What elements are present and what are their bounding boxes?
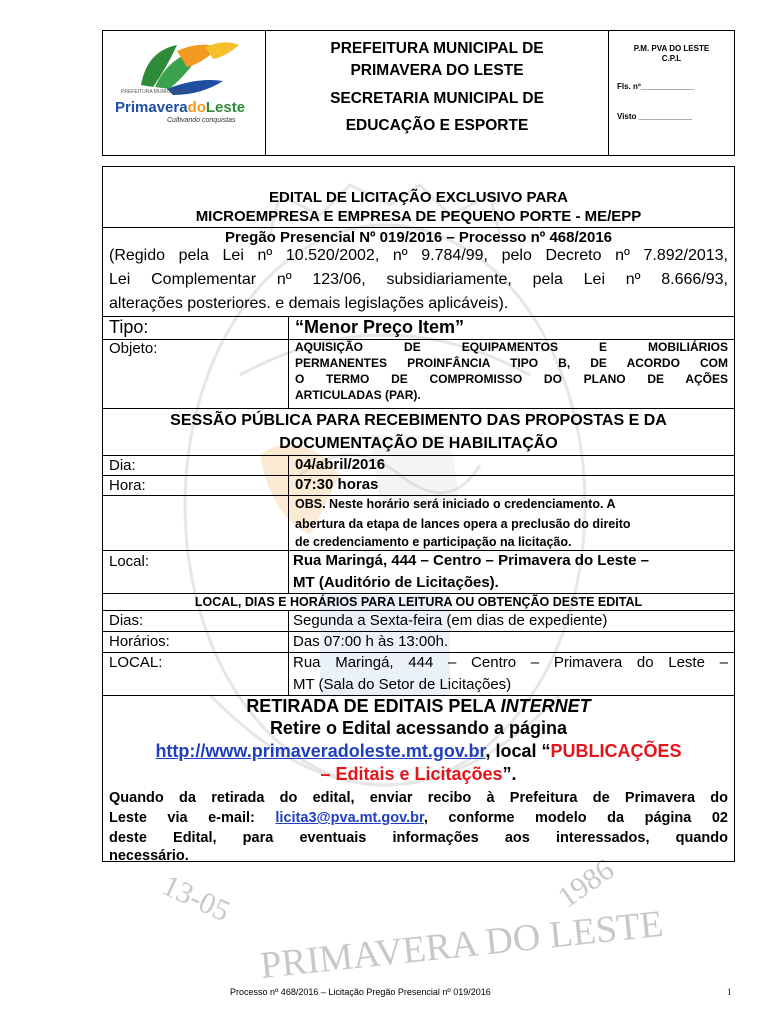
site-line — [103, 741, 734, 762]
column-divider — [288, 316, 289, 408]
page-number: 1 — [727, 987, 732, 997]
retirada-title-internet: INTERNET — [500, 696, 591, 716]
obs-line: de credenciamento e participação na licitação. — [295, 535, 572, 549]
objeto-line: O TERMO DE COMPROMISSO DO PLANO DE AÇÕES — [295, 372, 728, 386]
header-title-line1: PREFEITURA MUNICIPAL DE — [330, 40, 544, 57]
logo-top-text: PREFEITURA MUNICIPAL DE — [121, 89, 189, 95]
watermark-date-right: 1986 — [551, 852, 621, 915]
publicacoes-text: PUBLICAÇÕES — [550, 741, 682, 761]
recibo-line: deste Edital, para eventuais informações aos interessados, quando — [109, 830, 728, 846]
hora-label: Hora: — [109, 477, 146, 494]
obs-line: OBS. Neste horário será iniciado o credenciamento. A — [295, 497, 616, 511]
logo-word-do: do — [187, 99, 206, 116]
footer-text: Processo nº 468/2016 – Licitação Pregão Presencial nº 019/2016 — [230, 987, 491, 997]
recibo-prefix: Leste via e-mail: — [109, 810, 276, 826]
local2-line: MT (Sala do Setor de Licitações) — [293, 676, 512, 693]
logo-word-leste: Leste — [205, 99, 246, 116]
objeto-line: ARTICULADAS (PAR). — [295, 388, 421, 402]
fls-field: Fls. nº____________ — [617, 82, 695, 91]
watermark-date-left: 13-05 — [157, 868, 235, 929]
editais-close: ”. — [502, 764, 517, 784]
logo-leaf-icon — [107, 37, 261, 97]
dia-value: 04/abril/2016 — [295, 456, 386, 473]
header-subtitle-line2: EDUCAÇÃO E ESPORTE — [345, 117, 529, 134]
local-line: MT (Auditório de Licitações). — [293, 574, 499, 591]
local2-line: Rua Maringá, 444 – Centro – Primavera do Leste – — [293, 654, 728, 671]
editais-line — [103, 764, 734, 785]
dias-label: Dias: — [109, 612, 144, 629]
recibo-suffix: , conforme modelo da página 02 — [423, 810, 728, 826]
email-link[interactable]: licita3@pva.mt.gov.br — [275, 810, 424, 826]
recibo-line — [109, 810, 728, 826]
visto-field: Visto ____________ — [617, 112, 693, 121]
divider — [103, 631, 734, 632]
objeto-line: AQUISIÇÃO DE EQUIPAMENTOS E MOBILIÁRIOS — [295, 340, 728, 354]
pregao-line: Pregão Presencial Nº 019/2016 – Processo nº 468/2016 — [224, 229, 613, 246]
tipo-label: Tipo: — [109, 317, 149, 337]
horarios-value: Das 07:00 h às 13:00h. — [293, 633, 449, 650]
divider — [103, 408, 734, 409]
divider — [103, 652, 734, 653]
watermark-text: PRIMAVERA DO LESTE — [258, 902, 666, 987]
document-header — [102, 30, 735, 156]
local-label: Local: — [109, 553, 150, 570]
obs-line: abertura da etapa de lances opera a preclusão do direito — [295, 517, 631, 531]
leitura-title: LOCAL, DIAS E HORÁRIOS PARA LEITURA OU OBTENÇÃO DESTE EDITAL — [194, 595, 643, 609]
horarios-label: Horários: — [109, 633, 170, 650]
edital-title-line1: EDITAL DE LICITAÇÃO EXCLUSIVO PARA — [269, 189, 568, 206]
sessao-title-line1: SESSÃO PÚBLICA PARA RECEBIMENTO DAS PROPOSTAS E DA — [170, 412, 667, 429]
divider — [103, 475, 734, 476]
dia-label: Dia: — [109, 457, 136, 474]
retire-line: Retire o Edital acessando a página — [269, 718, 568, 738]
hora-value: 07:30 horas — [295, 476, 379, 493]
logo-word-primavera: Primavera — [115, 99, 188, 116]
divider — [103, 455, 734, 456]
divider — [103, 610, 734, 611]
divider — [103, 593, 734, 594]
editais-text: – Editais e Licitações — [320, 764, 503, 784]
tipo-value: “Menor Preço Item” — [295, 317, 465, 337]
regido-line: Lei Complementar nº 123/06, subsidiariamente, pela Lei nº 8.666/93, — [109, 271, 728, 288]
local-line: Rua Maringá, 444 – Centro – Primavera do Leste – — [293, 552, 649, 569]
regido-line: alterações posteriores. e demais legislações aplicáveis). — [109, 295, 509, 312]
site-link[interactable]: http://www.primaveradoleste.mt.gov.br — [155, 741, 486, 761]
edital-title-line2: MICROEMPRESA E EMPRESA DE PEQUENO PORTE - ME/EPP — [195, 208, 642, 225]
divider — [103, 227, 734, 228]
municipality-logo — [107, 37, 261, 147]
recibo-line: necessário. — [109, 848, 189, 864]
header-right-line2: C.P.L — [661, 54, 682, 63]
logo-slogan: Cultivando conquistas — [167, 117, 236, 124]
objeto-label: Objeto: — [109, 340, 158, 357]
retirada-title — [103, 696, 734, 717]
objeto-line: PERMANENTES PROINFÂNCIA TIPO B, DE ACORDO COM — [295, 356, 728, 370]
edital-box — [102, 166, 735, 862]
header-subtitle-line1: SECRETARIA MUNICIPAL DE — [330, 90, 544, 107]
regido-line: (Regido pela Lei nº 10.520/2002, nº 9.784/99, pelo Decreto nº 7.892/2013, — [109, 247, 728, 264]
logo-wordmark — [115, 99, 265, 116]
dias-value: Segunda a Sexta-feira (em dias de expediente) — [293, 612, 608, 629]
header-right-line1: P.M. PVA DO LESTE — [633, 44, 710, 53]
divider — [103, 550, 734, 551]
sessao-title-line2: DOCUMENTAÇÃO DE HABILITAÇÃO — [279, 435, 558, 452]
local2-label: LOCAL: — [109, 654, 163, 671]
retirada-title-prefix: RETIRADA DE EDITAIS PELA — [246, 696, 501, 716]
header-title-line2: PRIMAVERA DO LESTE — [350, 62, 524, 79]
recibo-line: Quando da retirada do edital, enviar recibo à Prefeitura de Primavera do — [109, 790, 728, 806]
site-suffix: , local “ — [485, 741, 551, 761]
divider — [103, 495, 734, 496]
